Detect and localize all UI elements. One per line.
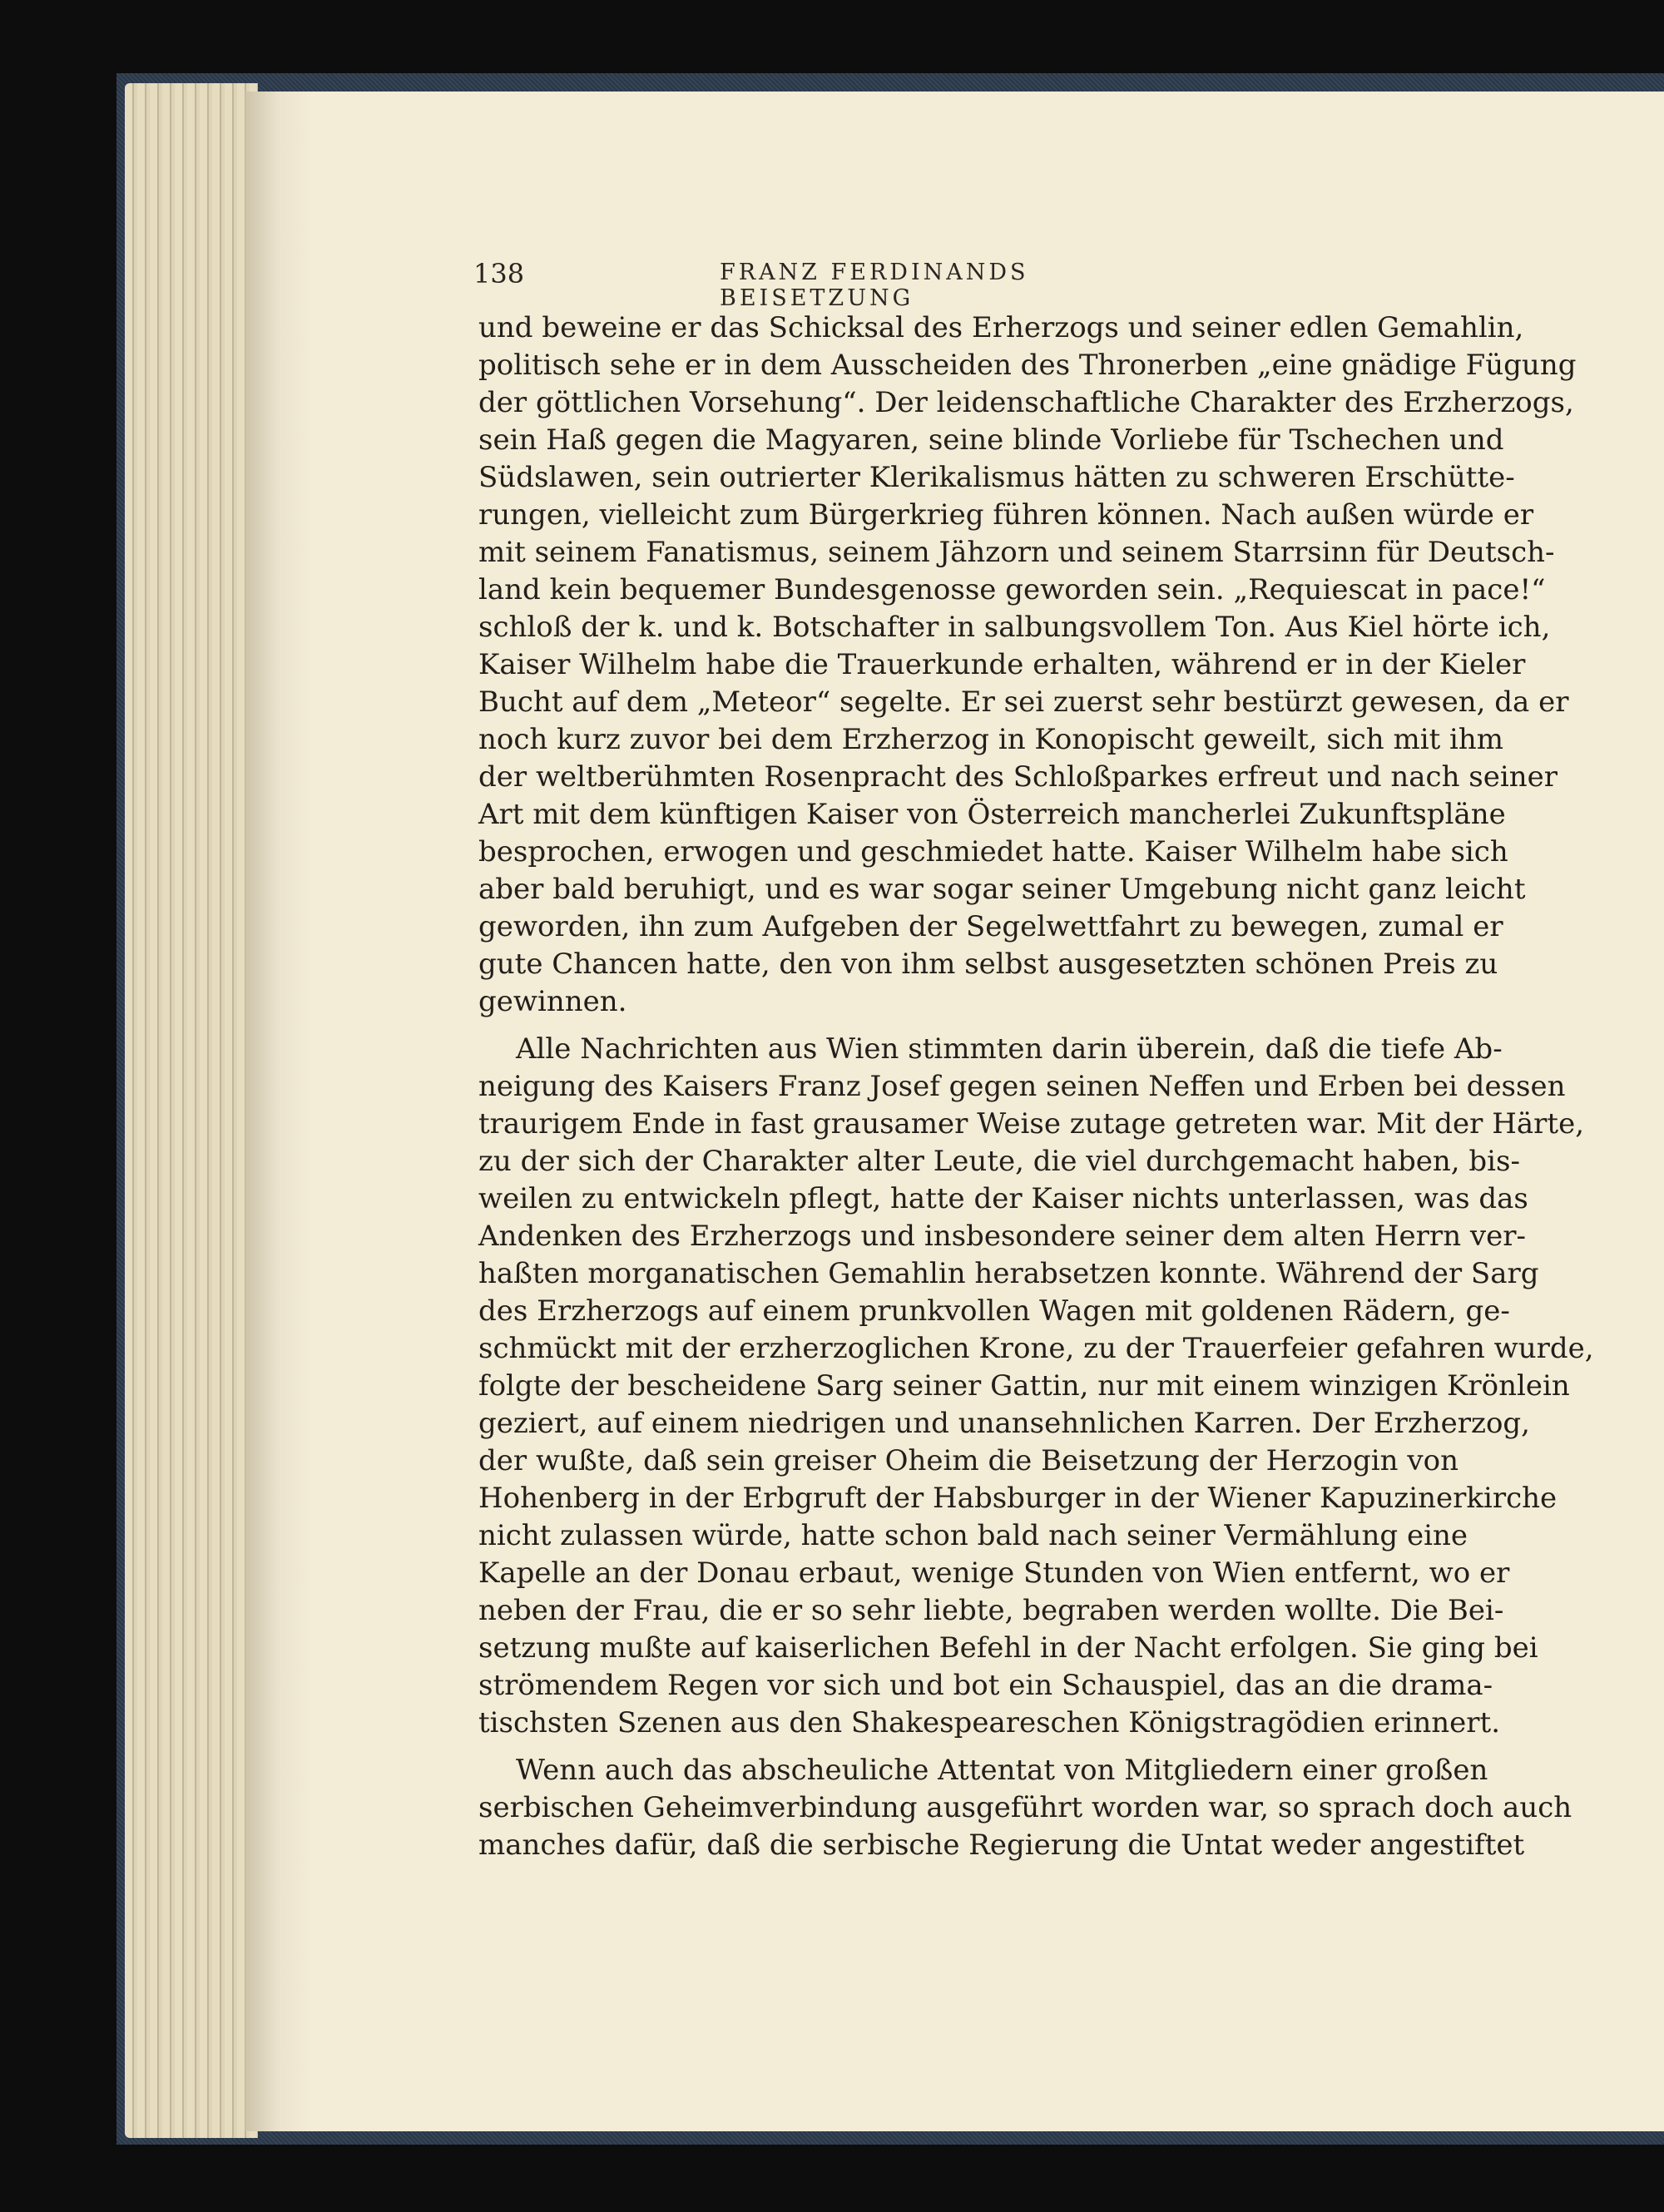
text-line: serbischen Geheimverbindung ausgeführt worden war, so sprach doch auch	[478, 1791, 1572, 1824]
page-number: 138	[473, 258, 525, 289]
text-line: Hohenberg in der Erbgruft der Habsburger in der Wiener Kapuzinerkirche	[478, 1482, 1558, 1515]
text-line: besprochen, erwogen und geschmiedet hatte. Kaiser Wilhelm habe sich	[478, 835, 1508, 868]
text-line: Kaiser Wilhelm habe die Trauerkunde erhalten, während er in der Kieler	[478, 648, 1526, 681]
text-line: sein Haß gegen die Magyaren, seine blinde Vorliebe für Tschechen und	[478, 423, 1504, 457]
text-line: schloß der k. und k. Botschafter in salbungsvollem Ton. Aus Kiel hörte ich,	[478, 611, 1551, 644]
text-line: und beweine er das Schicksal des Erherzogs und seiner edlen Gemahlin,	[478, 311, 1524, 344]
text-line: geziert, auf einem niedrigen und unansehnlichen Karren. Der Erzherzog,	[478, 1407, 1530, 1440]
text-line: rungen, vielleicht zum Bürgerkrieg führen können. Nach außen würde er	[478, 498, 1534, 532]
paragraph-gap	[478, 1021, 1458, 1031]
text-line: folgte der bescheidene Sarg seiner Gattin, nur mit einem winzigen Krönlein	[478, 1369, 1570, 1403]
text-line: Südslawen, sein outrierter Klerikalismus hätten zu schweren Erschütte-	[478, 461, 1515, 494]
text-line: zu der sich der Charakter alter Leute, die viel durchgemacht haben, bis-	[478, 1145, 1520, 1178]
text-line: schmückt mit der erzherzoglichen Krone, zu der Trauerfeier gefahren wurde,	[478, 1332, 1594, 1365]
text-line: noch kurz zuvor bei dem Erzherzog in Konopischt geweilt, sich mit ihm	[478, 723, 1504, 756]
text-line: Bucht auf dem „Meteor“ segelte. Er sei zuerst sehr bestürzt gewesen, da er	[478, 685, 1569, 719]
text-line: Alle Nachrichten aus Wien stimmten darin überein, daß die tiefe Ab-	[516, 1032, 1503, 1066]
text-line: Kapelle an der Donau erbaut, wenige Stunden von Wien entfernt, wo er	[478, 1556, 1510, 1590]
text-line: aber bald beruhigt, und es war sogar seiner Umgebung nicht ganz leicht	[478, 873, 1526, 906]
text-line: mit seinem Fanatismus, seinem Jähzorn und seinem Starrsinn für Deutsch-	[478, 536, 1555, 569]
text-line: neben der Frau, die er so sehr liebte, begraben werden wollte. Die Bei-	[478, 1594, 1504, 1627]
text-line: der göttlichen Vorsehung“. Der leidenschaftliche Charakter des Erzherzogs,	[478, 386, 1574, 419]
text-line: der wußte, daß sein greiser Oheim die Beisetzung der Herzogin von	[478, 1444, 1458, 1477]
text-line: tischsten Szenen aus den Shakespeareschen Königstragödien erinnert.	[478, 1706, 1501, 1739]
running-head: FRANZ FERDINANDS BEISETZUNG	[720, 260, 1029, 311]
text-line: traurigem Ende in fast grausamer Weise zutage getreten war. Mit der Härte,	[478, 1107, 1585, 1141]
text-line: neigung des Kaisers Franz Josef gegen seinen Neffen und Erben bei dessen	[478, 1070, 1566, 1103]
text-line: weilen zu entwickeln pflegt, hatte der Kaiser nichts unterlassen, was das	[478, 1182, 1528, 1215]
text-line: manches dafür, daß die serbische Regierung die Untat weder angestiftet	[478, 1828, 1525, 1862]
text-line: Art mit dem künftigen Kaiser von Österreich mancherlei Zukunftspläne	[478, 798, 1506, 831]
text-line: der weltberühmten Rosenpracht des Schloßparkes erfreut und nach seiner	[478, 760, 1558, 794]
body-text	[478, 309, 1594, 1864]
text-line: gewinnen.	[478, 985, 627, 1018]
text-line: setzung mußte auf kaiserlichen Befehl in der Nacht erfolgen. Sie ging bei	[478, 1631, 1538, 1665]
text-line: strömendem Regen vor sich und bot ein Schauspiel, das an die drama-	[478, 1669, 1493, 1702]
text-line: politisch sehe er in dem Ausscheiden des Thronerben „eine gnädige Fügung	[478, 349, 1577, 382]
text-line: gute Chancen hatte, den von ihm selbst ausgesetzten schönen Preis zu	[478, 948, 1498, 981]
text-line: land kein bequemer Bundesgenosse geworden sein. „Requiescat in pace!“	[478, 573, 1546, 606]
text-line: geworden, ihn zum Aufgeben der Segelwettfahrt zu bewegen, zumal er	[478, 910, 1503, 943]
text-line: Wenn auch das abscheuliche Attentat von Mitgliedern einer großen	[516, 1754, 1488, 1787]
text-line: nicht zulassen würde, hatte schon bald nach seiner Vermählung eine	[478, 1519, 1468, 1552]
paragraph-gap	[478, 1742, 1458, 1752]
text-line: haßten morganatischen Gemahlin herabsetzen konnte. Während der Sarg	[478, 1257, 1539, 1290]
page-edges	[125, 83, 258, 2138]
text-line: Andenken des Erzherzogs und insbesondere seiner dem alten Herrn ver-	[478, 1220, 1526, 1253]
page-header	[473, 255, 1222, 311]
text-line: des Erzherzogs auf einem prunkvollen Wagen mit goldenen Rädern, ge-	[478, 1294, 1510, 1328]
